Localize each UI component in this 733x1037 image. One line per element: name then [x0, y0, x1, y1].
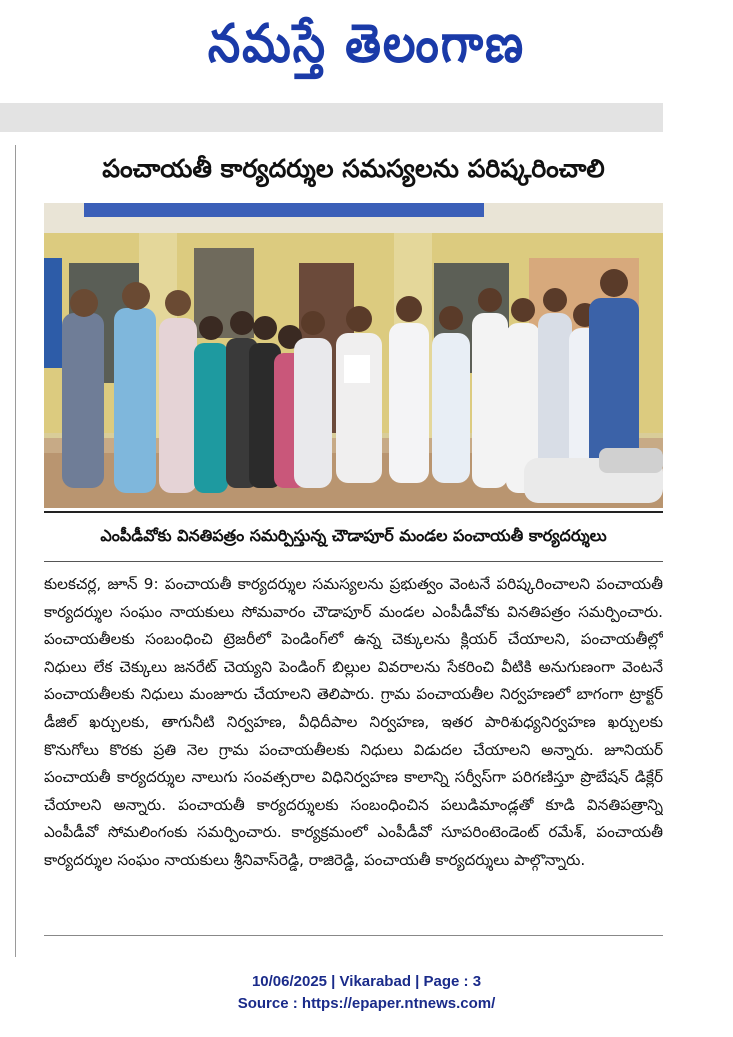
source-link[interactable]: Source : https://epaper.ntnews.com/	[237, 995, 496, 1012]
column-rule	[15, 145, 16, 957]
masthead	[0, 0, 733, 100]
news-article	[44, 145, 663, 937]
caption-top-rule	[44, 511, 663, 513]
article-bottom-rule	[44, 935, 663, 936]
photo-caption: ఎంపీడీవోకు వినతిపత్రం సమర్పిస్తున్న చౌడాపూర్ మండల పంచాయతీ కార్యదర్శులు	[100, 525, 607, 545]
article-body: కులకచర్ల, జూన్ 9: పంచాయతీ కార్యదర్శుల సమస్యలను ప్రభుత్వం వెంటనే పరిష్కరించాలని పంచాయతీ కార్యదర్శుల సంఘం నాయకులు సోమవారం చౌడాపూర్ మండల ఎంపీడీవోకు వినతిపత్రం సమర్పించారు. పంచాయతీలకు సంబంధించి ట్రెజరీలో పెండింగ్‌లో ఉన్న చెక్కులను క్లియర్ చేయాలని, పంచాయతీల్లో నిధులు లేక చెక్కులు జనరేట్ చెయ్యని పెండింగ్ బిల్లుల వివరాలను సేకరించి వీటికి అనుగుణంగా వెంటనే పంచాయతీలకు నిధులు మంజూరు చేయాలని తెలిపారు. గ్రామ పంచాయతీల నిర్వహణలో బాగంగా ట్రాక్టర్ డీజిల్ ఖర్చులకు, తాగునీటి నిర్వహణ, వీధిదీపాల నిర్వహణ, ఇతర పారిశుధ్యనిర్వహణ ఖర్చులకు కొనుగోలు కొరకు ప్రతి నెల గ్రామ పంచాయతీలకు నిధులు విడుదల చేయాలని అన్నారు. జూనియర్ పంచాయతీ కార్యదర్శుల నాలుగు సంవత్సరాల విధినిర్వహణ కాలాన్ని సర్వీస్‌గా పరిగణిస్తూ ప్రొబేషన్ డిక్లేర్ చేయాలని అన్నారు. పంచాయతీ కార్యదర్శులకు సంబంధించిన పలుడిమాండ్లతో కూడి వినతిపత్రాన్ని ఎంపీడీవో సోమలింగంకు సమర్పించారు. కార్యక్రమంలో ఎంపీడీవో సూపరింటెండెంట్ రమేశ్, పంచాయతీ కార్యదర్శుల సంఘం నాయకులు శ్రీనివాస్‌రెడ్డి, రాజిరెడ్డి, పంచాయతీ కార్యదర్శులు పాల్గొన్నారు.	[44, 575, 663, 869]
article-photo	[44, 203, 663, 508]
edition-info: 10/06/2025 | Vikarabad | Page : 3	[251, 973, 482, 990]
header-band	[0, 103, 663, 132]
group-photo-image	[44, 203, 663, 508]
caption-bottom-rule	[44, 561, 663, 562]
article-headline: పంచాయతీ కార్యదర్శుల సమస్యలను పరిష్కరించాలి	[102, 154, 605, 183]
masthead-logo: నమస్తే తెలంగాణ	[207, 12, 526, 75]
